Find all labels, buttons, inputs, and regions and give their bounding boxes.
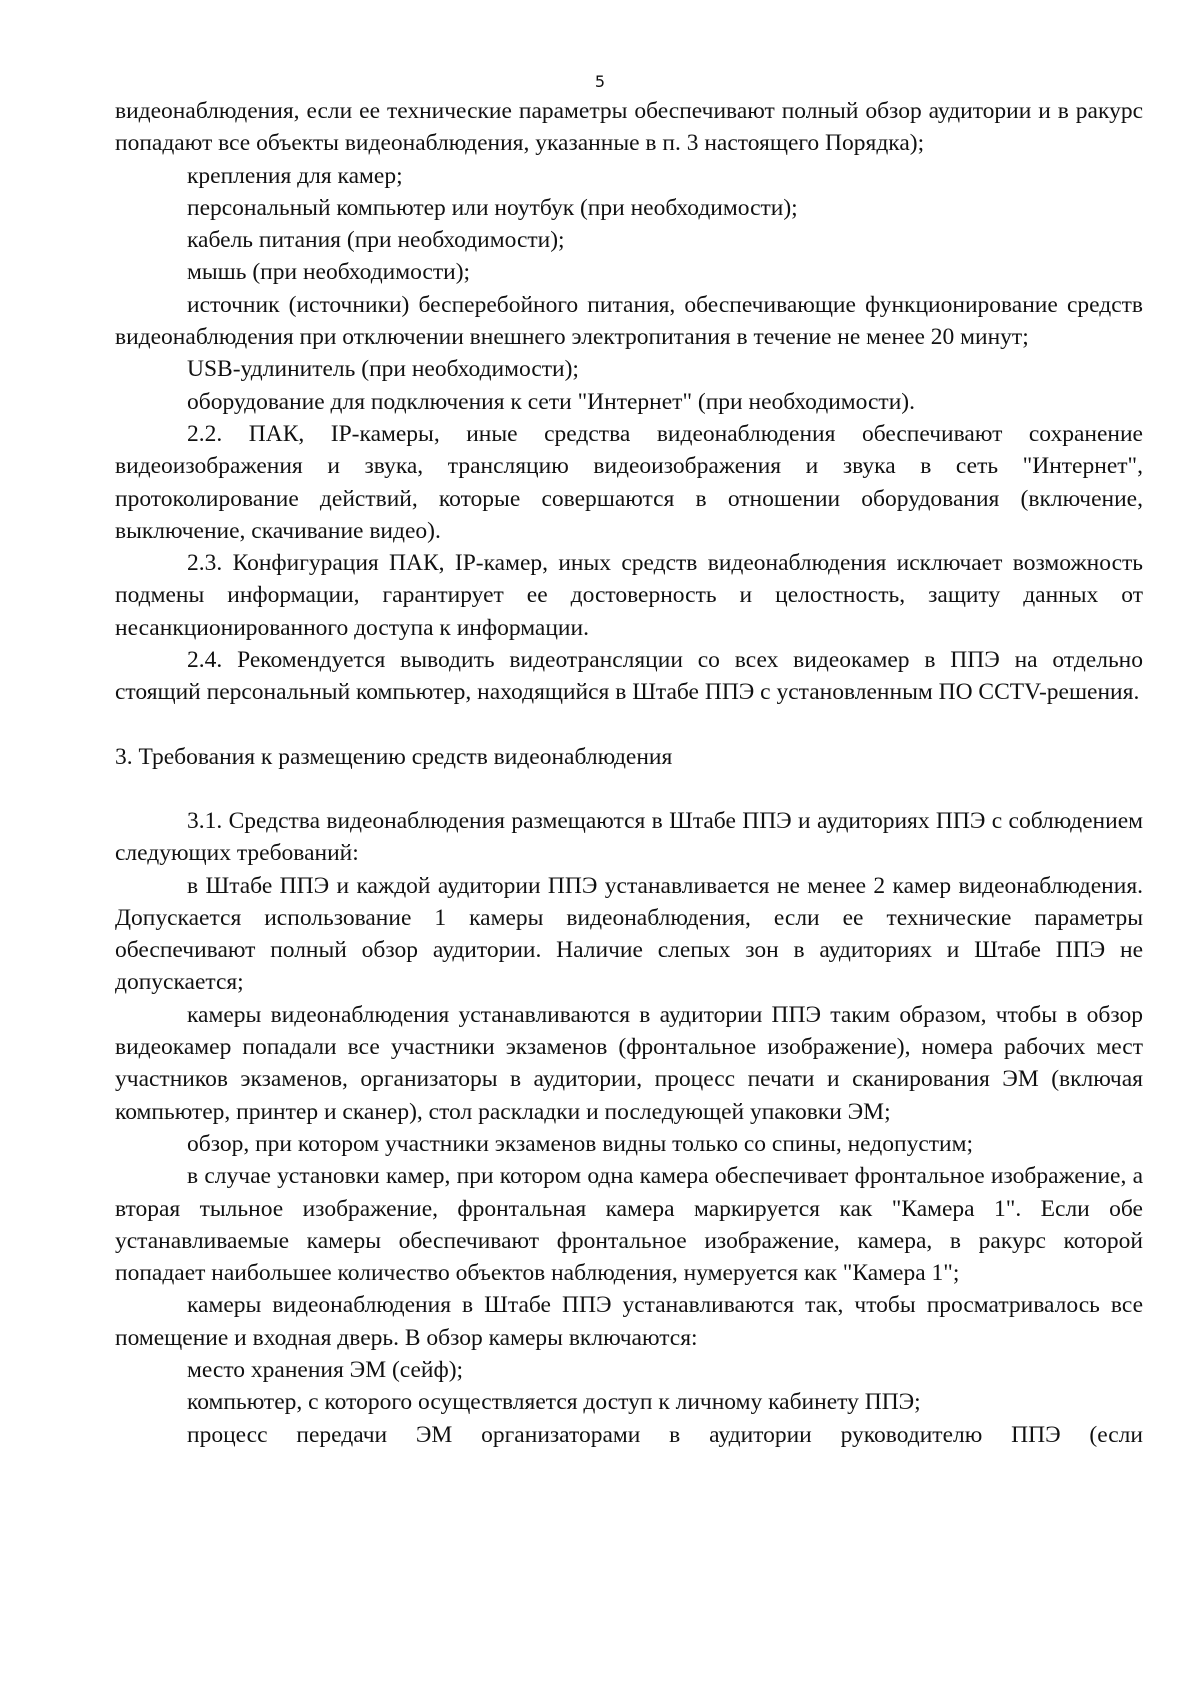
paragraph: мышь (при необходимости);	[187, 259, 471, 286]
paragraph: USB-удлинитель (при необходимости);	[187, 356, 579, 383]
paragraph: обзор, при котором участники экзаменов видны только со спины, недопустим;	[187, 1130, 973, 1157]
paragraphs-section-3	[115, 805, 1143, 1451]
paragraph: место хранения ЭМ (сейф);	[187, 1356, 464, 1383]
paragraph: источник (источники) бесперебойного питания, обеспечивающие функционирование средств видеонаблюдения при отключении внешнего электропитания в течение не менее 20 минут;	[115, 291, 1143, 351]
paragraph: оборудование для подключения к сети "Интернет" (при необходимости).	[187, 388, 915, 415]
paragraph: 3.1. Средства видеонаблюдения размещаются в Штабе ППЭ и аудиториях ППЭ с соблюдением следующих требований:	[115, 807, 1143, 867]
paragraph: камеры видеонаблюдения устанавливаются в аудитории ППЭ таким образом, чтобы в обзор видеокамер попадали все участники экзаменов (фронтальное изображение), номера рабочих мест участников экзаменов, организаторы в аудитории, процесс печати и сканирования ЭМ (включая компьютер, принтер и сканер), стол раскладки и последующей упаковки ЭМ;	[115, 1001, 1143, 1125]
page-number: 5	[594, 72, 606, 91]
paragraph: процесс передачи ЭМ организаторами в аудитории руководителю ППЭ (если	[187, 1421, 1143, 1448]
paragraphs-before-section-3	[115, 95, 1143, 709]
paragraph: в Штабе ППЭ и каждой аудитории ППЭ устанавливается не менее 2 камер видеонаблюдения. Допускается использование 1 камеры видеонаблюдения, если ее технические параметры обеспечивают полный обзор аудитории. Наличие слепых зон в аудиториях и Штабе ППЭ не допускается;	[115, 872, 1143, 996]
document-body	[115, 95, 1143, 1451]
paragraph: крепления для камер;	[187, 162, 403, 189]
section-heading: 3. Требования к размещению средств видеонаблюдения	[115, 743, 673, 770]
paragraph: 2.4. Рекомендуется выводить видеотрансляции со всех видеокамер в ППЭ на отдельно стоящий персональный компьютер, находящийся в Штабе ППЭ с установленным ПО CCTV-решения.	[115, 647, 1143, 706]
paragraph: персональный компьютер или ноутбук (при необходимости);	[187, 194, 798, 221]
paragraph: 2.2. ПАК, IP-камеры, иные средства видеонаблюдения обеспечивают сохранение видеоизображения и звука, трансляцию видеоизображения и звука в сеть "Интернет", протоколирование действий, которые совершаются в отношении оборудования (включение, выключение, скачивание видео).	[115, 420, 1143, 544]
paragraph: видеонаблюдения, если ее технические параметры обеспечивают полный обзор аудитории и в ракурс попадают все объекты видеонаблюдения, указанные в п. 3 настоящего Порядка);	[115, 98, 1143, 157]
paragraph: камеры видеонаблюдения в Штабе ППЭ устанавливаются так, чтобы просматривалось все помещение и входная дверь. В обзор камеры включаются:	[115, 1292, 1143, 1351]
paragraph: 2.3. Конфигурация ПАК, IP-камер, иных средств видеонаблюдения исключает возможность подмены информации, гарантирует ее достоверность и целостность, защиту данных от несанкционированного доступа к информации.	[115, 550, 1143, 641]
paragraph: кабель питания (при необходимости);	[187, 227, 565, 254]
paragraph: в случае установки камер, при котором одна камера обеспечивает фронтальное изображение, а вторая тыльное изображение, фронтальная камера маркируется как "Камера 1". Если обе устанавливаемые камеры обеспечивают фронтальное изображение, камера, в ракурс которой попадает наибольшее количество объектов наблюдения, нумеруется как "Камера 1";	[115, 1163, 1143, 1287]
paragraph: компьютер, с которого осуществляется доступ к личному кабинету ППЭ;	[187, 1389, 921, 1416]
